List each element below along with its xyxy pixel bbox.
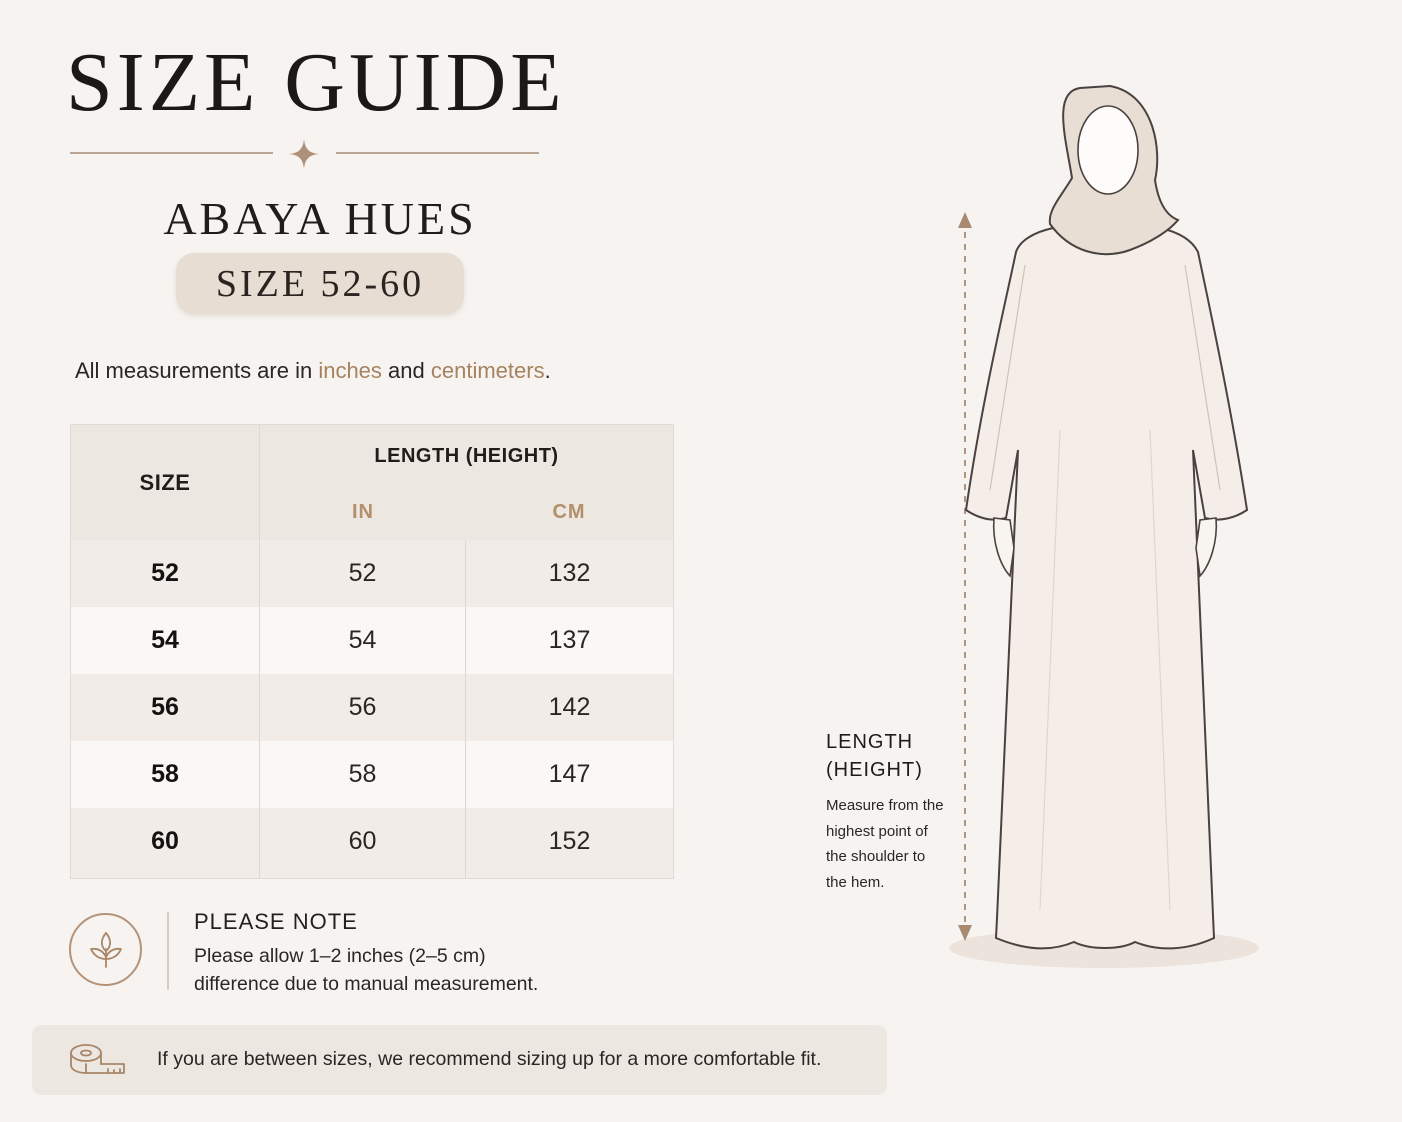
column-header-in: IN bbox=[352, 501, 374, 523]
units-note-prefix: All measurements are in bbox=[75, 358, 319, 383]
length-desc-line: the shoulder to bbox=[826, 848, 926, 866]
table-row bbox=[71, 808, 673, 878]
unit-inches: inches bbox=[318, 358, 382, 383]
sizing-tip-text: If you are between sizes, we recommend sizing up for a more comfortable fit. bbox=[157, 1048, 822, 1070]
cell-in: 60 bbox=[348, 827, 377, 855]
leaf-icon-badge bbox=[69, 913, 142, 986]
note-divider bbox=[167, 912, 169, 990]
measuring-tape-icon bbox=[68, 1040, 128, 1080]
leaf-icon bbox=[85, 929, 127, 971]
length-label-line: (HEIGHT) bbox=[826, 759, 923, 781]
length-desc-line: the hem. bbox=[826, 873, 885, 891]
units-note-mid: and bbox=[381, 358, 431, 383]
cell-cm: 142 bbox=[548, 693, 591, 721]
abaya-illustration bbox=[930, 70, 1280, 990]
brand-name: ABAYA HUES bbox=[163, 193, 477, 244]
cell-cm: 137 bbox=[548, 626, 591, 654]
hand-left bbox=[994, 518, 1014, 576]
table-row bbox=[71, 741, 673, 808]
units-note bbox=[75, 358, 551, 384]
cell-in: 54 bbox=[348, 626, 377, 654]
abaya-body bbox=[966, 228, 1247, 948]
cell-size: 58 bbox=[151, 760, 179, 788]
title-divider-left bbox=[70, 152, 273, 154]
column-header-length: LENGTH (HEIGHT) bbox=[374, 445, 559, 467]
hand-right bbox=[1196, 518, 1216, 576]
column-header-cm: CM bbox=[552, 501, 586, 523]
note-title: PLEASE NOTE bbox=[194, 909, 358, 934]
cell-cm: 147 bbox=[548, 760, 591, 788]
note-line: Please allow 1–2 inches (2–5 cm) bbox=[194, 945, 486, 967]
table-row bbox=[71, 607, 673, 674]
cell-size: 60 bbox=[151, 827, 179, 855]
cell-size: 56 bbox=[151, 693, 179, 721]
note-line: difference due to manual measurement. bbox=[194, 973, 539, 995]
cell-size: 54 bbox=[151, 626, 179, 654]
note-text bbox=[194, 942, 538, 998]
arrow-up-icon bbox=[958, 212, 972, 228]
title-divider-right bbox=[336, 152, 539, 154]
column-header-size: SIZE bbox=[139, 469, 191, 495]
size-table bbox=[70, 424, 674, 879]
page-title: SIZE GUIDE bbox=[66, 36, 566, 129]
length-desc-line: Measure from the bbox=[826, 797, 944, 814]
cell-in: 58 bbox=[348, 760, 377, 788]
size-range-badge: SIZE 52-60 bbox=[176, 253, 464, 314]
length-description bbox=[826, 793, 944, 895]
column-divider bbox=[465, 540, 466, 878]
table-row bbox=[71, 540, 673, 607]
unit-centimeters: centimeters bbox=[430, 358, 545, 383]
table-row bbox=[71, 674, 673, 741]
length-desc-line: highest point of bbox=[826, 822, 928, 840]
length-label-line: LENGTH bbox=[826, 731, 914, 753]
column-divider bbox=[259, 425, 260, 878]
units-note-suffix: . bbox=[544, 358, 551, 383]
table-header bbox=[71, 425, 673, 540]
sparkle-icon bbox=[288, 138, 320, 170]
face bbox=[1078, 106, 1138, 194]
cell-cm: 152 bbox=[548, 827, 591, 855]
cell-size: 52 bbox=[151, 559, 179, 587]
length-label bbox=[826, 728, 923, 784]
cell-cm: 132 bbox=[548, 559, 591, 587]
cell-in: 52 bbox=[348, 559, 377, 587]
cell-in: 56 bbox=[348, 693, 377, 721]
